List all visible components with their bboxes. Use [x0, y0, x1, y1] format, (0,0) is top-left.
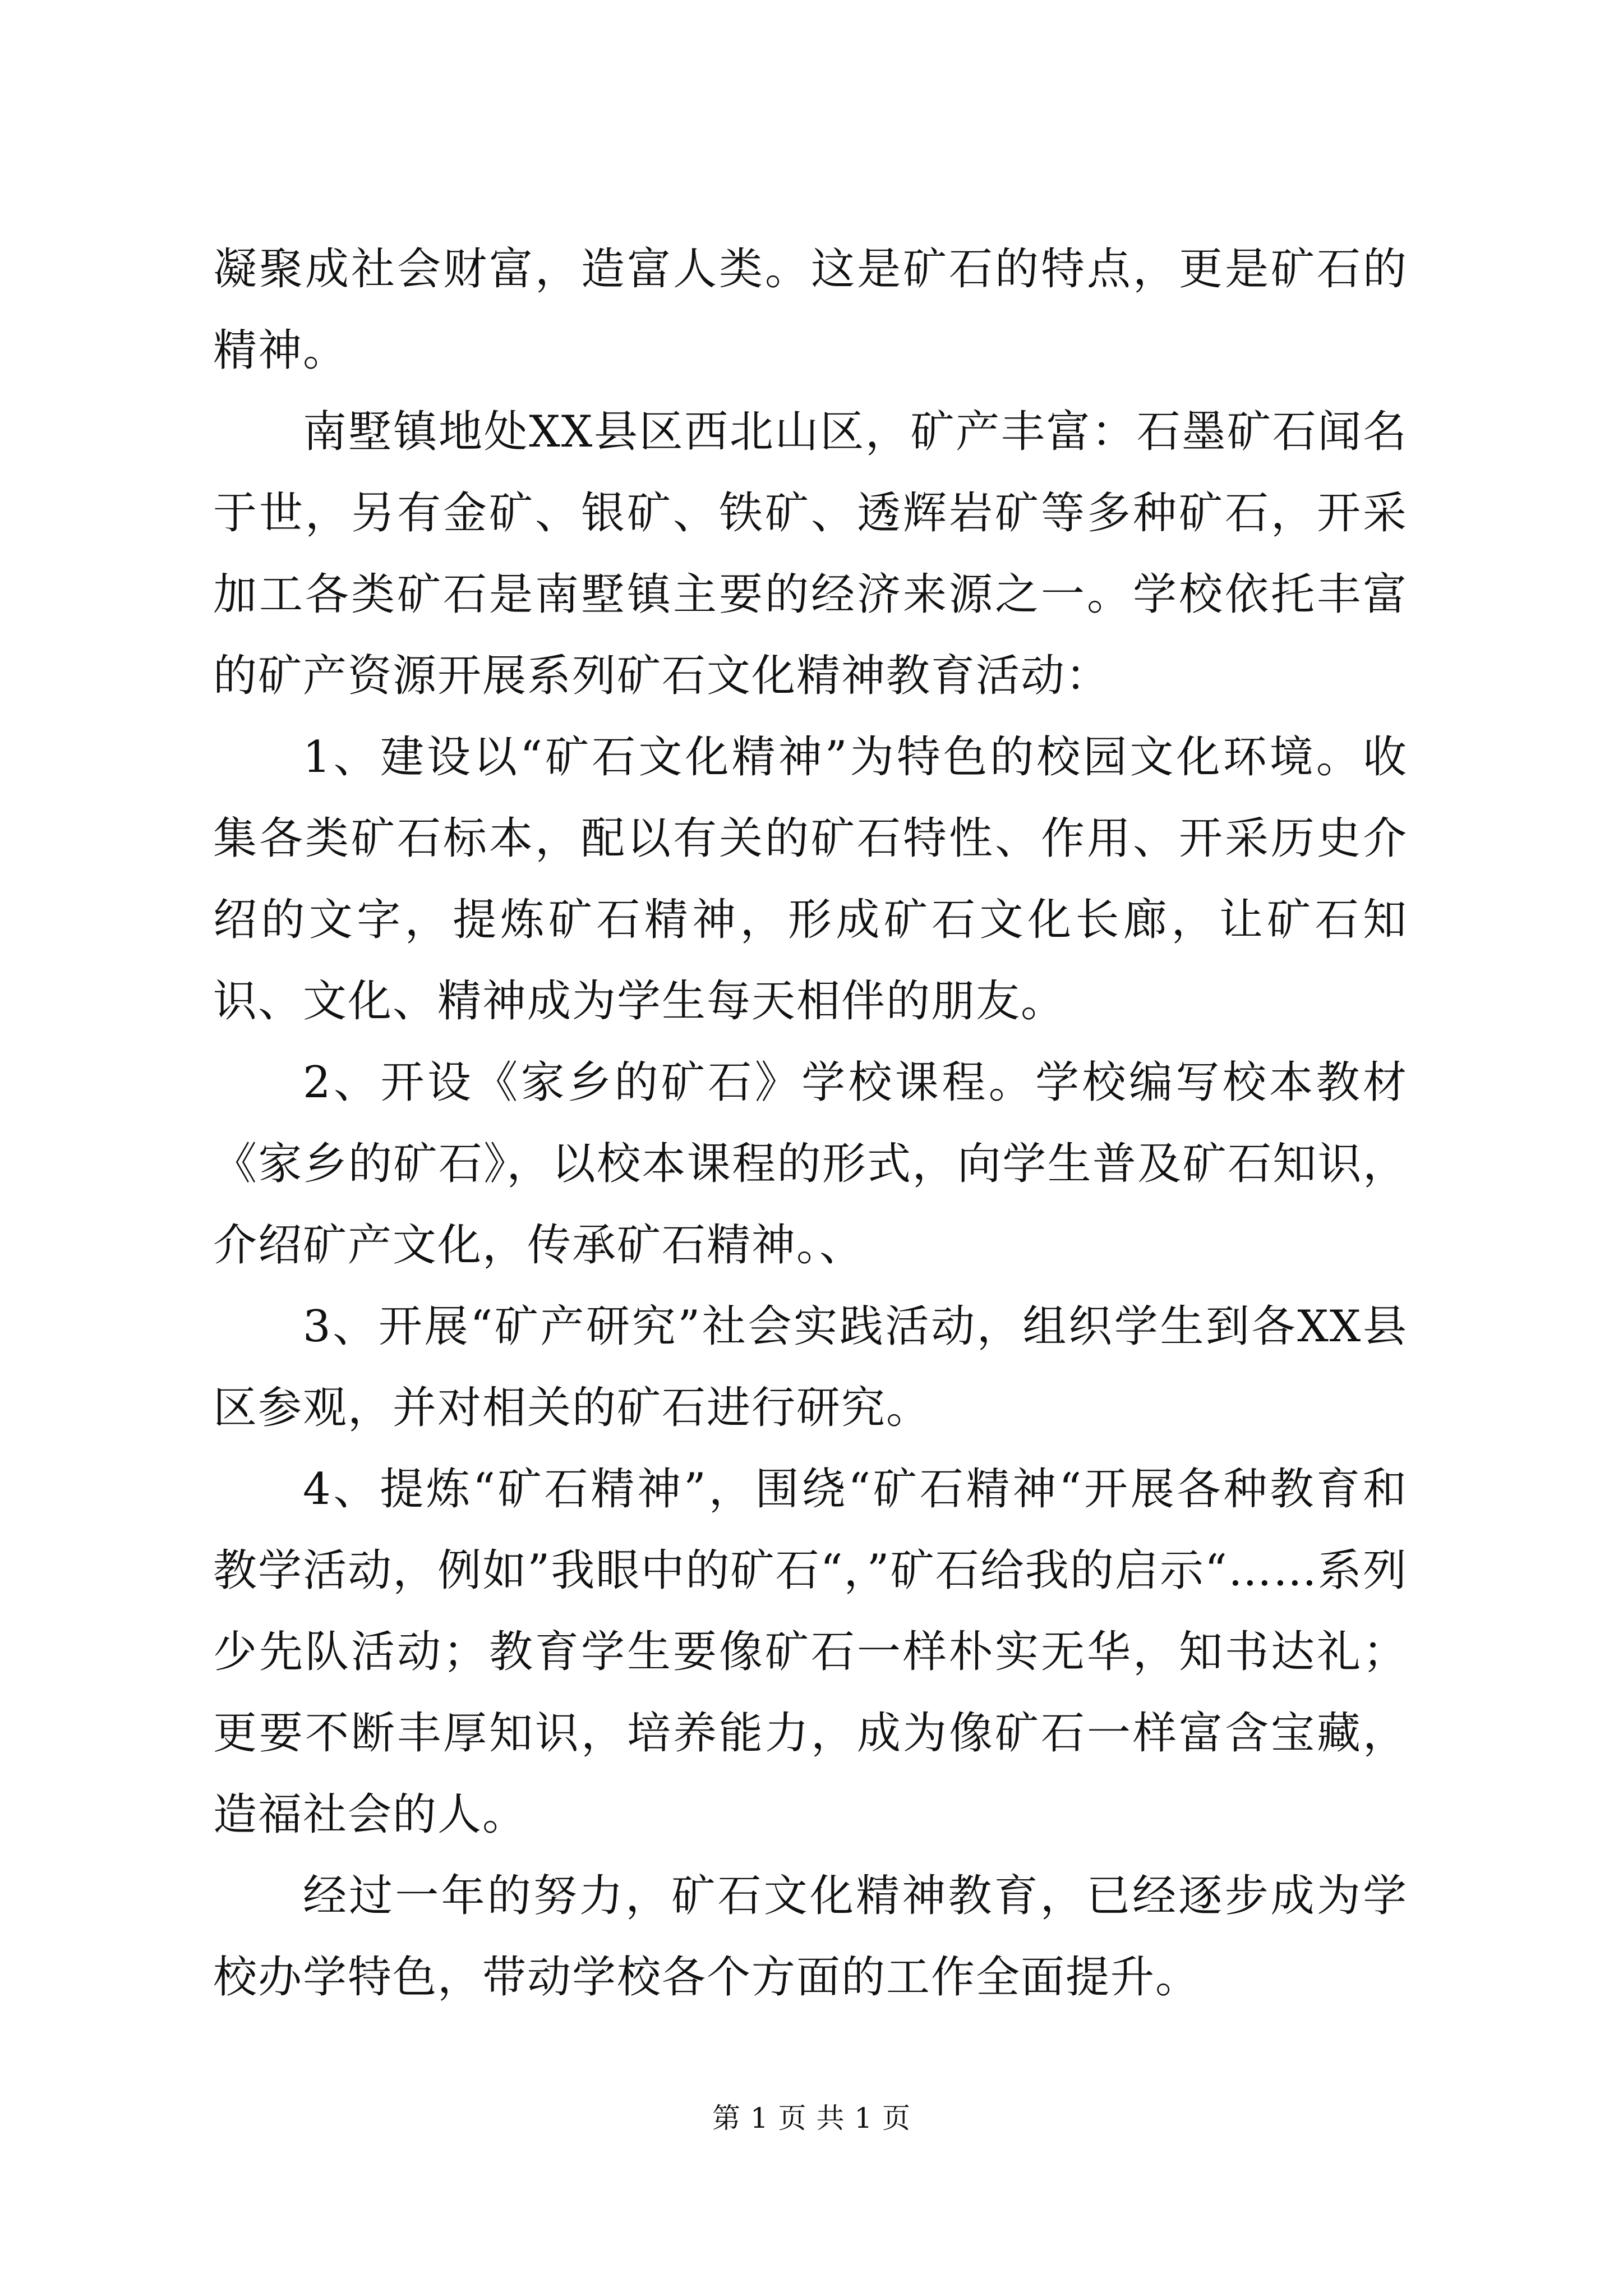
paragraph-intro: 南墅镇地处XX县区西北山区，矿产丰富：石墨矿石闻名于世，另有金矿、银矿、铁矿、透辉岩矿等多种矿石，开采加工各类矿石是南墅镇主要的经济来源之一。学校依托丰富的矿产资源开展系列矿石文化精神教育活动：	[213, 407, 1408, 701]
paragraph-item-4: 4、提炼“矿石精神”，围绕“矿石精神“开展各种教育和教学活动，例如”我眼中的矿石“，”矿石给我的启示“……系列少先队活动；教育学生要像矿石一样朴实无华，知书达礼；更要不断丰厚知识，培养能力，成为像矿石一样富含宝藏，造福社会的人。	[213, 1464, 1408, 1840]
paragraph-item-1: 1、建设以“矿石文化精神”为特色的校园文化环境。收集各类矿石标本，配以有关的矿石特性、作用、开采历史介绍的文字，提炼矿石精神，形成矿石文化长廊，让矿石知识、文化、精神成为学生每天相伴的朋友。	[213, 732, 1408, 1027]
document-body	[213, 229, 1408, 2018]
paragraph-item-2: 2、开设《家乡的矿石》学校课程。学校编写校本教材《家乡的矿石》，以校本课程的形式，向学生普及矿石知识，介绍矿产文化，传承矿石精神。、	[213, 1057, 1408, 1271]
page-number-footer: 第 1 页 共 1 页	[712, 2102, 911, 2134]
paragraph-item-3: 3、开展“矿产研究”社会实践活动，组织学生到各XX县区参观，并对相关的矿石进行研究。	[213, 1301, 1408, 1433]
paragraph-continuation: 凝聚成社会财富，造富人类。这是矿石的特点，更是矿石的精神。	[213, 244, 1408, 376]
paragraph-conclusion: 经过一年的努力，矿石文化精神教育，已经逐步成为学校办学特色，带动学校各个方面的工作全面提升。	[213, 1871, 1408, 2003]
